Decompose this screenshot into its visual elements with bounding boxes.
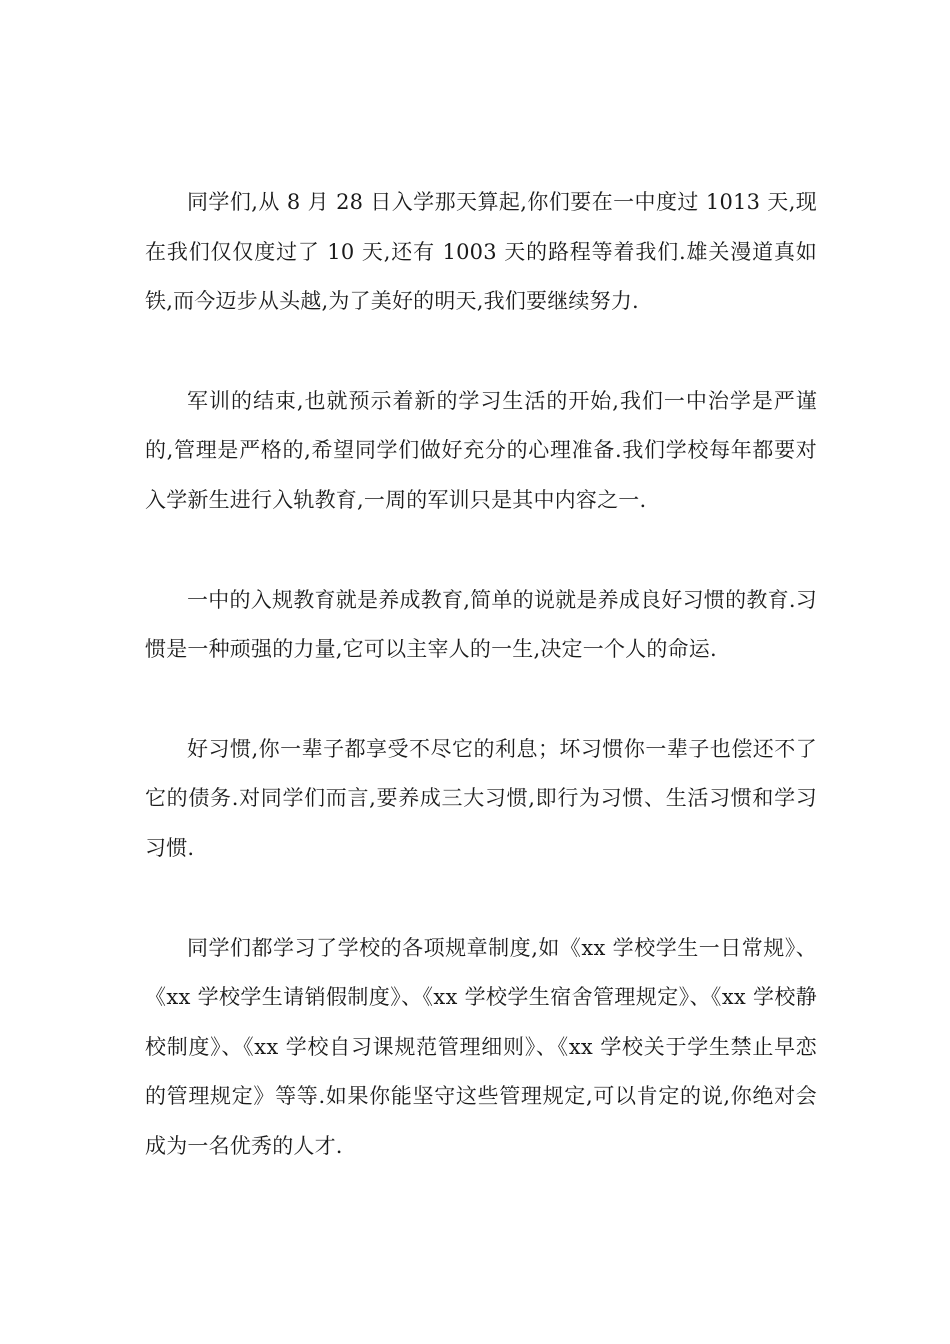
paragraph-3: 一中的入规教育就是养成教育,简单的说就是养成良好习惯的教育.习惯是一种顽强的力量,它可以主宰人的一生,决定一个人的命运. <box>145 587 817 662</box>
document-body <box>145 178 817 1172</box>
paragraph-5: 同学们都学习了学校的各项规章制度,如《xx 学校学生一日常规》、《xx 学校学生请销假制度》、《xx 学校学生宿舍管理规定》、《xx 学校静校制度》、《xx 学校自习课规范管理细则》、《xx 学校关于学生禁止早恋的管理规定》等等.如果你能坚守这些管理规定,可以肯定的说,你绝对会成为一名优秀的人才. <box>145 935 817 1158</box>
paragraph-1: 同学们,从 8 月 28 日入学那天算起,你们要在一中度过 1013 天,现在我们仅仅度过了 10 天,还有 1003 天的路程等着我们.雄关漫道真如铁,而今迈步从头越,为了美好的明天,我们要继续努力. <box>145 190 817 314</box>
paragraph-4: 好习惯,你一辈子都享受不尽它的利息；坏习惯你一辈子也偿还不了它的债务.对同学们而言,要养成三大习惯,即行为习惯、生活习惯和学习习惯. <box>145 736 817 860</box>
paragraph-2: 军训的结束,也就预示着新的学习生活的开始,我们一中治学是严谨的,管理是严格的,希望同学们做好充分的心理准备.我们学校每年都要对入学新生进行入轨教育,一周的军训只是其中内容之一. <box>145 388 817 512</box>
